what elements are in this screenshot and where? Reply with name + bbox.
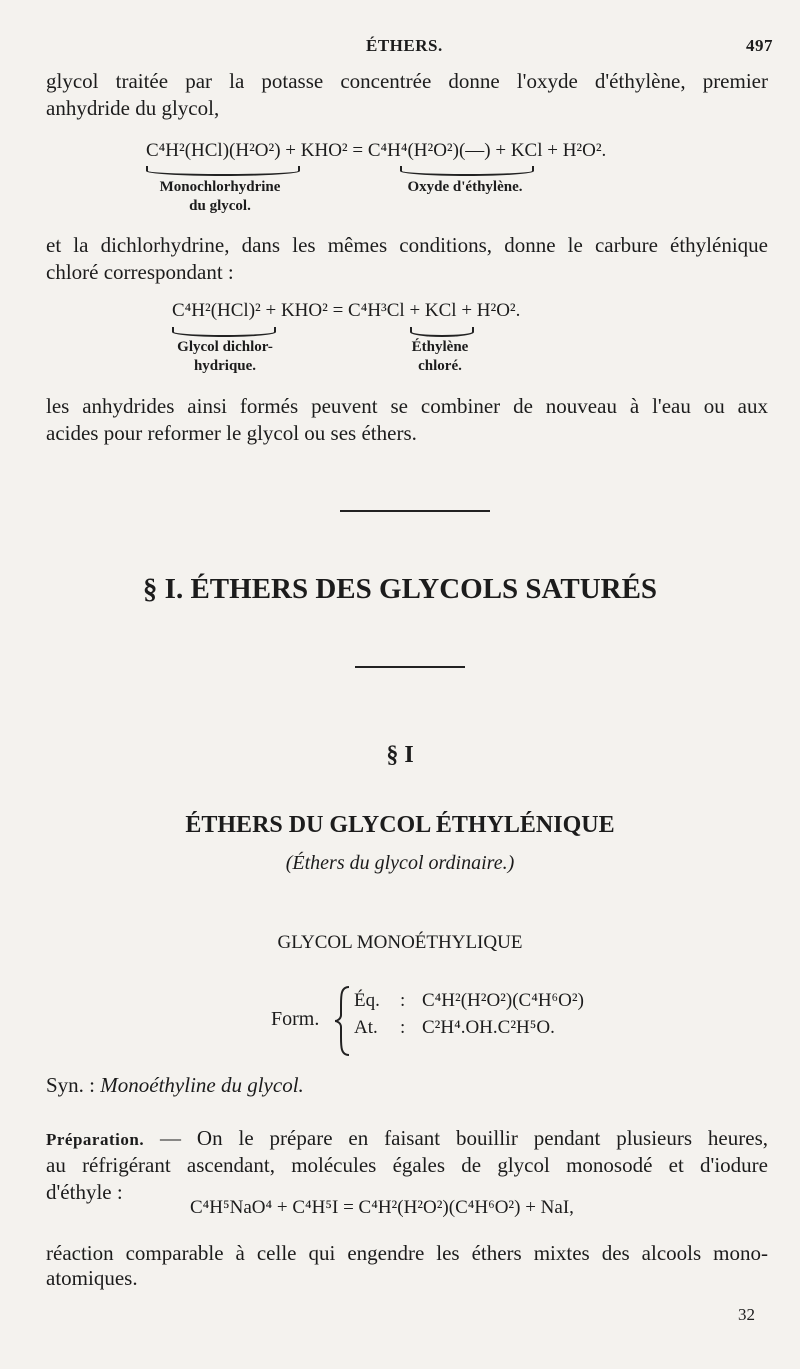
brace-under-right-2 bbox=[410, 327, 474, 337]
at-label: At. bbox=[354, 1017, 378, 1038]
at-formula: C²H⁴.OH.C²H⁵O. bbox=[422, 1017, 555, 1038]
divider-2 bbox=[355, 666, 465, 668]
para1-line2: anhydride du glycol, bbox=[46, 96, 220, 120]
eq2-caption-right-2: chloré. bbox=[418, 358, 462, 374]
eq2-caption-left-2: hydrique. bbox=[193, 358, 257, 374]
compound-name: GLYCOL MONOÉTHYLIQUE bbox=[277, 932, 523, 953]
subsection-title: ÉTHERS DU GLYCOL ÉTHYLÉNIQUE bbox=[185, 812, 615, 838]
document-page: ÉTHERS. 497 glycol traitée par la potasse concentrée donne l'oxyde d'éthylène, premier anhydride du glycol, C⁴H²(HCl)(H²O²) + KHO² = C⁴H⁴(H²O²)(—) + KCl + H²O². Monochlorhydrine du glycol. Oxyde d'éthylène. et la dichlorhydrine, dans les mêmes conditions, donne le carbure éthylénique chloré correspondant : C⁴H²(HCl)² + KHO² = C⁴H³Cl + KCl + H²O². Glycol dichlor- hydrique. Éthylène chloré. les anhydrides ainsi formés peuvent se combiner de nouveau à l'eau ou aux acides pour reformer le glycol ou ses éthers. § I. ÉTHERS DES GLYCOLS SATURÉS § I ÉTHERS DU GLYCOL ÉTHYLÉNIQUE (Éthers du glycol ordinaire.) GLYCOL MONOÉTHYLIQUE Form. Éq. : C⁴H²(H²O²)(C⁴H⁶O²) At. : C²H⁴.OH.C²H⁵O. Syn. : Monoéthyline du glycol. Préparation. — On le prépare en faisant bouillir pendant plusieurs heures, au réfrigérant ascendant, molécules égales de glycol monosodé et d'iodure d'éthyle : C⁴H⁵NaO⁴ + C⁴H⁵I = C⁴H²(H²O²)(C⁴H⁶O²) + NaI, réaction comparable à celle qui engendre les éthers mixtes des alcools mono- atomiques. 32 bbox=[0, 0, 800, 1369]
section-title: § I. ÉTHERS DES GLYCOLS SATURÉS bbox=[142, 573, 658, 605]
prep-line5: atomiques. bbox=[46, 1266, 138, 1290]
formula-brace bbox=[333, 985, 353, 1057]
prep-line3: d'éthyle : bbox=[46, 1180, 123, 1204]
para2-line1: et la dichlorhydrine, dans les mêmes conditions, donne le carbure éthylénique bbox=[46, 233, 768, 257]
prep-equation: C⁴H⁵NaO⁴ + C⁴H⁵I = C⁴H²(H²O²)(C⁴H⁶O²) + NaI, bbox=[190, 1197, 574, 1218]
eq2-caption-left-1: Glycol dichlor- bbox=[177, 339, 273, 355]
prep-label: Préparation. bbox=[46, 1130, 145, 1149]
brace-under-left bbox=[146, 166, 300, 176]
para2-line2: chloré correspondant : bbox=[46, 260, 234, 284]
prep-line4: réaction comparable à celle qui engendre les éthers mixtes des alcools mono- bbox=[46, 1241, 768, 1265]
brace-under-left-2 bbox=[172, 327, 276, 337]
para3-line1: les anhydrides ainsi formés peuvent se combiner de nouveau à l'eau ou aux bbox=[46, 394, 768, 418]
para1-line1: glycol traitée par la potasse concentrée donne l'oxyde d'éthylène, premier bbox=[46, 69, 768, 93]
eq1-caption-left-1: Monochlorhydrine bbox=[159, 179, 281, 195]
synonym-value: Monoéthyline du glycol. bbox=[100, 1073, 304, 1097]
eq-formula: C⁴H²(H²O²)(C⁴H⁶O²) bbox=[422, 990, 584, 1011]
form-label: Form. bbox=[271, 1008, 320, 1030]
para3-line2: acides pour reformer le glycol ou ses éthers. bbox=[46, 421, 417, 445]
synonym-line bbox=[46, 1072, 304, 1099]
signature-mark: 32 bbox=[738, 1305, 755, 1324]
page-number: 497 bbox=[746, 36, 773, 55]
equation-1: C⁴H²(HCl)(H²O²) + KHO² = C⁴H⁴(H²O²)(—) + KCl + H²O². bbox=[146, 140, 607, 161]
subsection-subtitle: (Éthers du glycol ordinaire.) bbox=[285, 852, 515, 874]
section-mark: § I bbox=[386, 742, 414, 768]
eq1-caption-left-2: du glycol. bbox=[189, 198, 251, 214]
eq1-caption-right: Oxyde d'éthylène. bbox=[407, 179, 523, 195]
eq-label: Éq. bbox=[354, 990, 380, 1011]
equation-2: C⁴H²(HCl)² + KHO² = C⁴H³Cl + KCl + H²O². bbox=[172, 300, 521, 321]
running-header-title: ÉTHERS. bbox=[366, 36, 443, 55]
prep-line1 bbox=[46, 1125, 768, 1153]
eq2-caption-right-1: Éthylène bbox=[411, 339, 469, 355]
brace-under-right bbox=[400, 166, 534, 176]
divider-1 bbox=[340, 510, 490, 512]
prep-line2: au réfrigérant ascendant, molécules égales de glycol monosodé et d'iodure bbox=[46, 1153, 768, 1177]
prep-line1-text: — On le prépare en faisant bouillir pendant plusieurs heures, bbox=[144, 1126, 768, 1150]
synonym-label: Syn. : bbox=[46, 1073, 96, 1097]
